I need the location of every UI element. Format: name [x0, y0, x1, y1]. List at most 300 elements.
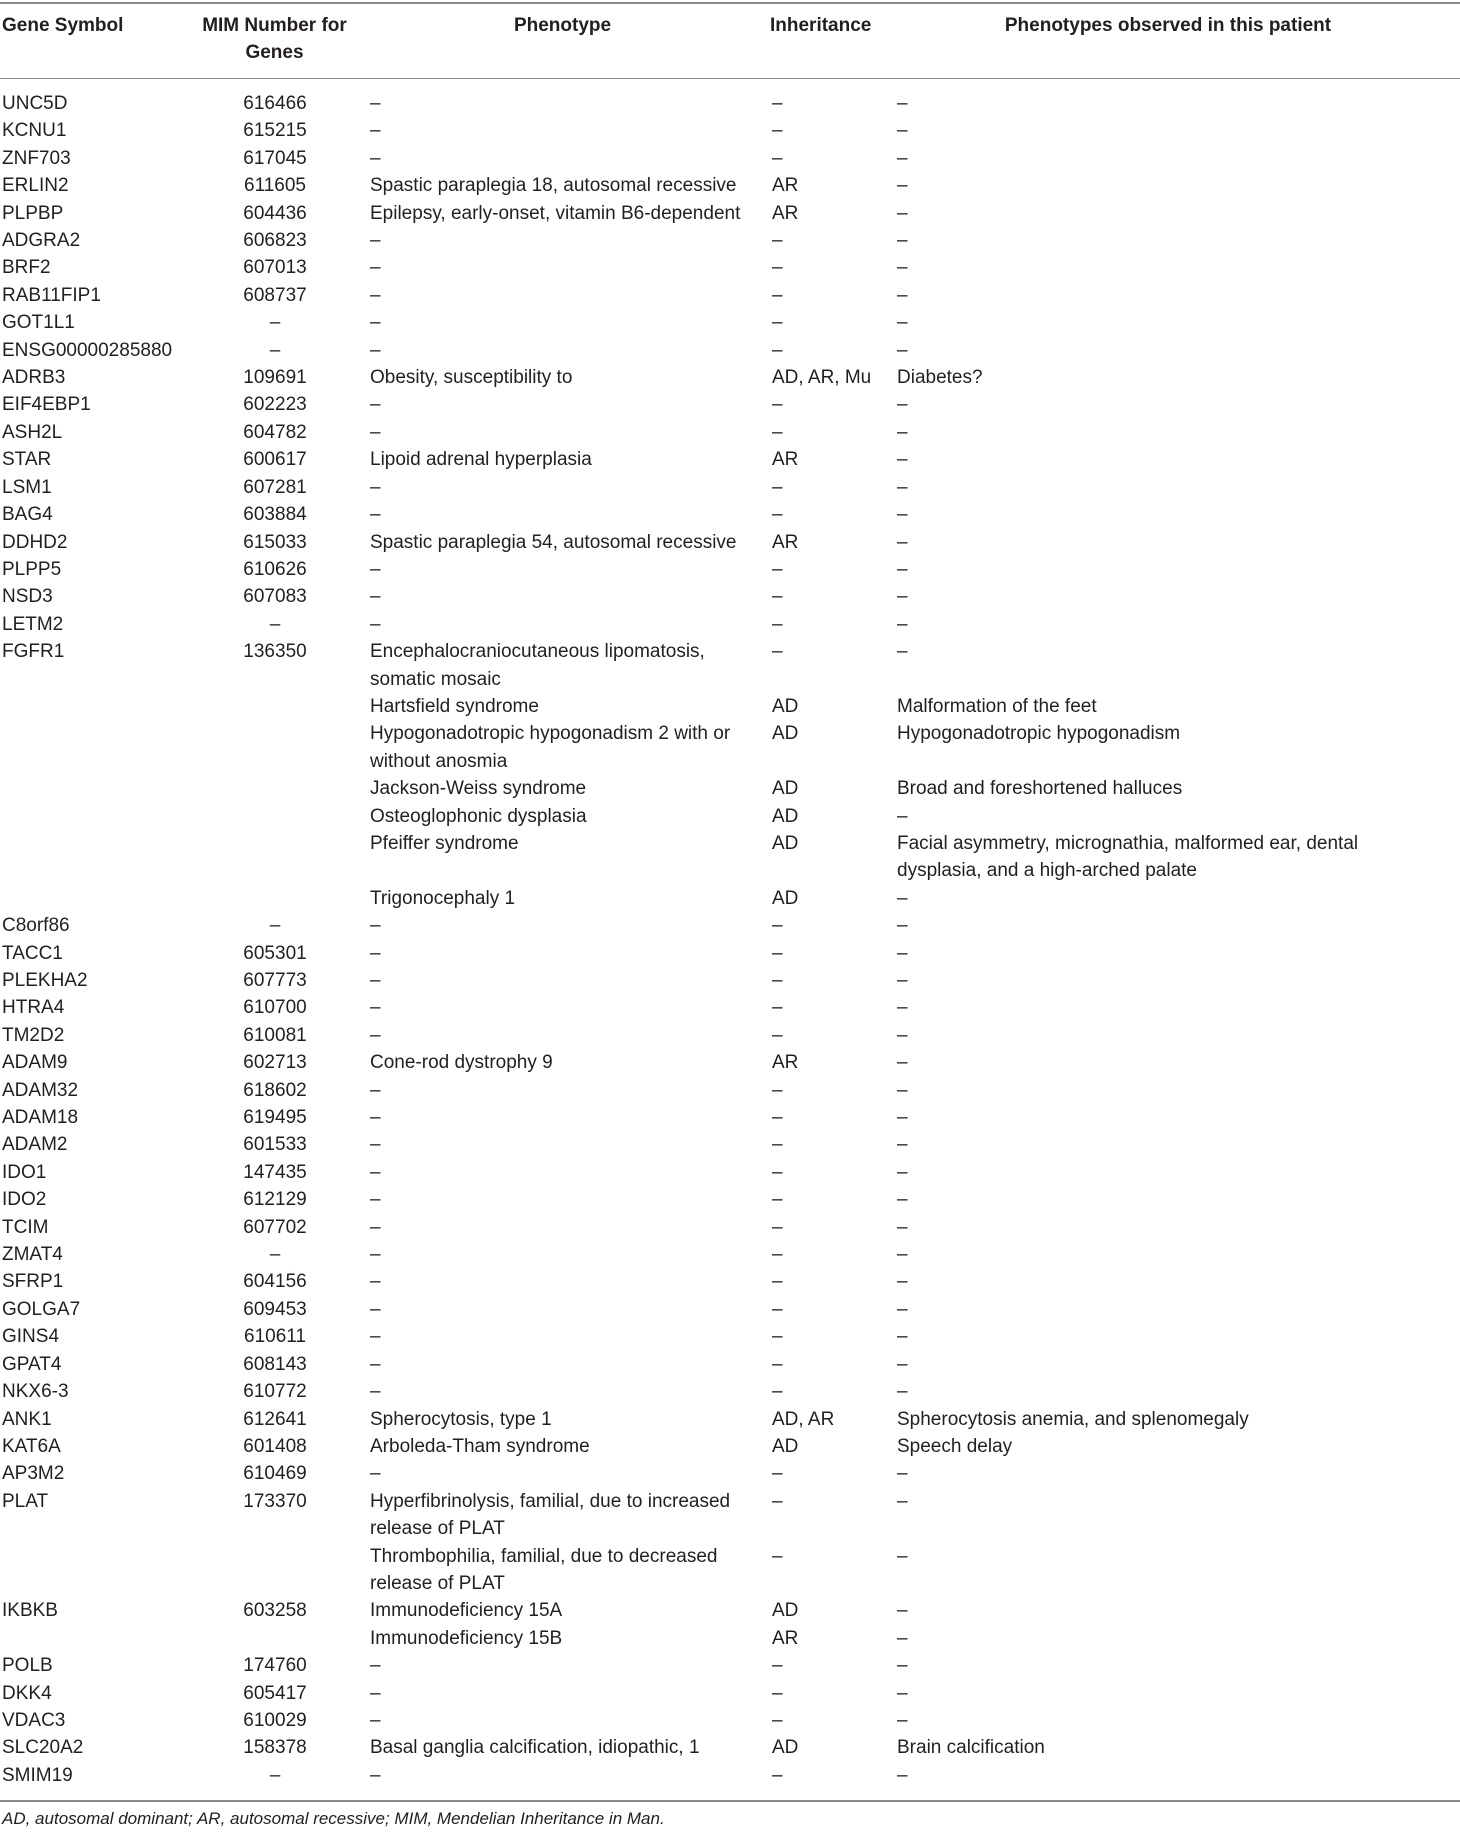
table-row: [0, 419, 1460, 446]
table-row: [0, 1597, 1460, 1624]
table-row: [0, 967, 1460, 994]
mim-number-cell: 610626: [243, 558, 307, 580]
observed-phenotype-cell: Spherocytosis anemia, and splenomegaly: [897, 1408, 1249, 1430]
gene-symbol-cell: IKBKB: [2, 1600, 58, 1622]
phenotype-cell: Spherocytosis, type 1: [370, 1408, 552, 1430]
inheritance-cell: –: [772, 339, 783, 361]
phenotype-cell: –: [370, 504, 381, 526]
inheritance-cell: –: [772, 93, 783, 114]
observed-phenotype-cell: –: [897, 394, 908, 416]
inheritance-cell: –: [772, 147, 783, 169]
phenotype-cell: –: [370, 312, 381, 334]
inheritance-cell: AR: [772, 175, 799, 197]
phenotype-cell: Hartsfield syndrome: [370, 695, 539, 717]
phenotype-cell: Immunodeficiency 15B: [370, 1627, 563, 1649]
observed-phenotype-cell: –: [897, 1134, 908, 1156]
phenotype-cell: –: [370, 1271, 381, 1293]
gene-symbol-cell: GPAT4: [2, 1353, 62, 1375]
inheritance-cell: –: [772, 1024, 783, 1046]
phenotype-cell: Thrombophilia, familial, due to decreased release of PLAT: [370, 1545, 718, 1594]
mim-number-cell: 612129: [243, 1189, 307, 1211]
gene-symbol-cell: NSD3: [2, 586, 53, 608]
phenotype-cell: –: [370, 1024, 381, 1046]
header-phenotype: Phenotype: [513, 15, 612, 36]
observed-phenotype-cell: –: [897, 202, 908, 224]
observed-phenotype-cell: –: [897, 1216, 908, 1238]
table-row: [0, 1378, 1460, 1405]
mim-number-cell: 174760: [243, 1655, 307, 1677]
mim-number-cell: 602223: [243, 394, 307, 416]
inheritance-cell: AD: [772, 887, 799, 909]
inheritance-cell: –: [772, 1764, 783, 1786]
observed-phenotype-cell: –: [897, 504, 908, 526]
gene-symbol-cell: VDAC3: [2, 1709, 66, 1731]
gene-symbol-cell: SMIM19: [2, 1764, 73, 1786]
table-row: [0, 254, 1460, 281]
header-mim-number: [192, 12, 357, 66]
observed-phenotype-cell: –: [897, 339, 908, 361]
mim-number-cell: 604782: [243, 421, 307, 443]
gene-symbol-cell: FGFR1: [2, 641, 65, 663]
observed-phenotype-cell: –: [897, 1381, 908, 1403]
table-row: [0, 1241, 1460, 1268]
table-row: [0, 1543, 1460, 1598]
table-row: [0, 638, 1460, 693]
observed-phenotype-cell: –: [897, 1326, 908, 1348]
observed-phenotype-cell: –: [897, 1627, 908, 1649]
mim-number-cell: 136350: [243, 641, 307, 663]
observed-phenotype-cell: –: [897, 449, 908, 471]
mim-number-cell: 109691: [243, 367, 307, 389]
table-row: [0, 556, 1460, 583]
mim-number-cell: 617045: [243, 147, 307, 169]
phenotype-cell: Trigonocephaly 1: [370, 887, 516, 909]
gene-symbol-cell: PLAT: [2, 1490, 49, 1512]
inheritance-cell: –: [772, 1353, 783, 1375]
table-row: [0, 1159, 1460, 1186]
observed-phenotype-cell: –: [897, 1682, 908, 1704]
mim-number-cell: 618602: [243, 1079, 307, 1101]
inheritance-cell: –: [772, 257, 783, 279]
table-row: [0, 1104, 1460, 1131]
inheritance-cell: –: [772, 915, 783, 937]
gene-symbol-cell: IDO2: [2, 1189, 47, 1211]
inheritance-cell: AD: [772, 805, 799, 827]
observed-phenotype-cell: Broad and foreshortened halluces: [897, 778, 1183, 800]
table-row: [0, 1268, 1460, 1295]
observed-phenotype-cell: –: [897, 1353, 908, 1375]
gene-symbol-cell: NKX6-3: [2, 1381, 69, 1403]
observed-phenotype-cell: Malformation of the feet: [897, 695, 1097, 717]
table-row: [0, 693, 1460, 720]
mim-number-cell: 603258: [243, 1600, 307, 1622]
table-row: [0, 200, 1460, 227]
observed-phenotype-cell: Hypogonadotropic hypogonadism: [897, 723, 1181, 745]
table-row: [0, 1049, 1460, 1076]
phenotype-cell: –: [370, 421, 381, 443]
observed-phenotype-cell: –: [897, 1024, 908, 1046]
observed-phenotype-cell: –: [897, 1271, 908, 1293]
inheritance-cell: –: [772, 1107, 783, 1129]
gene-symbol-cell: POLB: [2, 1655, 53, 1677]
inheritance-cell: –: [772, 120, 783, 142]
phenotype-cell: Epilepsy, early-onset, vitamin B6-dependent: [370, 202, 741, 224]
mim-number-cell: 611605: [244, 175, 306, 197]
mim-number-cell: 173370: [243, 1490, 307, 1512]
gene-symbol-cell: PLEKHA2: [2, 970, 88, 991]
phenotype-cell: Basal ganglia calcification, idiopathic, 1: [370, 1737, 700, 1759]
inheritance-cell: –: [772, 942, 783, 964]
phenotype-cell: –: [370, 120, 381, 142]
observed-phenotype-cell: –: [897, 531, 908, 553]
mim-number-cell: 602713: [243, 1052, 307, 1074]
observed-phenotype-cell: –: [897, 942, 908, 964]
gene-symbol-cell: LETM2: [2, 613, 64, 635]
observed-phenotype-cell: –: [897, 1107, 908, 1129]
observed-phenotype-cell: –: [897, 586, 908, 608]
inheritance-cell: –: [772, 312, 783, 334]
header-inheritance: Inheritance: [770, 15, 872, 36]
gene-symbol-cell: LSM1: [2, 476, 52, 498]
observed-phenotype-cell: –: [897, 1545, 908, 1567]
observed-phenotype-cell: –: [897, 1052, 908, 1074]
observed-phenotype-cell: –: [897, 1298, 908, 1320]
gene-symbol-cell: PLPP5: [2, 558, 62, 580]
phenotype-cell: Immunodeficiency 15A: [370, 1600, 563, 1622]
inheritance-cell: –: [772, 476, 783, 498]
table-row: [0, 912, 1460, 939]
observed-phenotype-cell: –: [897, 120, 908, 142]
gene-symbol-cell: BAG4: [2, 504, 53, 526]
mim-number-cell: 619495: [243, 1107, 307, 1129]
inheritance-cell: –: [772, 613, 783, 635]
gene-symbol-cell: DKK4: [2, 1682, 52, 1704]
inheritance-cell: AR: [772, 449, 799, 471]
mim-number-cell: 603884: [243, 504, 307, 526]
gene-symbol-cell: ERLIN2: [2, 175, 69, 197]
table-header-rule: [0, 78, 1460, 79]
observed-phenotype-cell: –: [897, 613, 908, 635]
gene-symbol-cell: ANK1: [2, 1408, 52, 1430]
inheritance-cell: –: [772, 997, 783, 1019]
phenotype-cell: Pfeiffer syndrome: [370, 832, 519, 854]
phenotype-cell: –: [370, 1682, 381, 1704]
observed-phenotype-cell: –: [897, 641, 908, 663]
phenotype-cell: –: [370, 394, 381, 416]
phenotype-cell: –: [370, 915, 381, 937]
gene-symbol-cell: ADRB3: [2, 367, 66, 389]
inheritance-cell: –: [772, 1161, 783, 1183]
table-row: [0, 1488, 1460, 1543]
mim-number-cell: 608143: [243, 1353, 307, 1375]
observed-phenotype-cell: –: [897, 1600, 908, 1622]
inheritance-cell: AD: [772, 1435, 799, 1457]
table-row: [0, 1762, 1460, 1789]
table-row: [0, 940, 1460, 967]
mim-number-cell: 605417: [243, 1682, 307, 1704]
mim-number-cell: –: [269, 613, 281, 635]
phenotype-cell: –: [370, 558, 381, 580]
observed-phenotype-cell: –: [897, 93, 908, 114]
header-mim-line2: Genes: [245, 42, 304, 63]
phenotype-cell: –: [370, 93, 381, 114]
table-row: [0, 172, 1460, 199]
inheritance-cell: –: [772, 421, 783, 443]
mim-number-cell: 158378: [243, 1737, 307, 1759]
header-gene-symbol: Gene Symbol: [2, 15, 124, 36]
table-row: [0, 446, 1460, 473]
table-row: [0, 1433, 1460, 1460]
phenotype-cell: –: [370, 1655, 381, 1677]
inheritance-cell: AD: [772, 1737, 799, 1759]
mim-number-cell: 610029: [243, 1709, 307, 1731]
inheritance-cell: –: [772, 504, 783, 526]
table-top-rule: [0, 2, 1460, 4]
table-row: [0, 830, 1460, 885]
phenotype-cell: Arboleda-Tham syndrome: [370, 1435, 590, 1457]
mim-number-cell: 610700: [243, 997, 307, 1019]
mim-number-cell: 615033: [243, 531, 307, 553]
table-row: [0, 117, 1460, 144]
table-row: [0, 337, 1460, 364]
phenotype-cell: –: [370, 613, 381, 635]
inheritance-cell: –: [772, 1381, 783, 1403]
mim-number-cell: 600617: [243, 449, 307, 471]
inheritance-cell: –: [772, 1463, 783, 1485]
observed-phenotype-cell: –: [897, 257, 908, 279]
phenotype-cell: Spastic paraplegia 18, autosomal recessive: [370, 175, 737, 197]
phenotype-cell: –: [370, 1079, 381, 1101]
observed-phenotype-cell: –: [897, 1709, 908, 1731]
inheritance-cell: AD: [772, 832, 799, 854]
table-row: [0, 282, 1460, 309]
table-row: [0, 474, 1460, 501]
gene-symbol-cell: EIF4EBP1: [2, 394, 91, 416]
table-row: [0, 1131, 1460, 1158]
gene-symbol-cell: TM2D2: [2, 1024, 65, 1046]
inheritance-cell: –: [772, 1298, 783, 1320]
phenotype-cell: –: [370, 1216, 381, 1238]
phenotype-cell: –: [370, 1709, 381, 1731]
mim-number-cell: 615215: [243, 120, 307, 142]
phenotype-cell: Lipoid adrenal hyperplasia: [370, 449, 592, 471]
table-bottom-rule: [0, 1800, 1460, 1802]
phenotype-cell: –: [370, 1353, 381, 1375]
inheritance-cell: –: [772, 1490, 783, 1512]
table-row: [0, 501, 1460, 528]
phenotype-cell: –: [370, 284, 381, 306]
phenotype-cell: –: [370, 230, 381, 252]
inheritance-cell: –: [772, 1655, 783, 1677]
gene-symbol-cell: AP3M2: [2, 1463, 65, 1485]
phenotype-cell: –: [370, 1764, 381, 1786]
gene-symbol-cell: STAR: [2, 449, 52, 471]
mim-number-cell: 609453: [243, 1298, 307, 1320]
mim-number-cell: 604156: [243, 1271, 307, 1293]
phenotype-cell: –: [370, 1161, 381, 1183]
gene-symbol-cell: ADGRA2: [2, 230, 81, 252]
inheritance-cell: AD: [772, 778, 799, 800]
inheritance-cell: AD: [772, 695, 799, 717]
gene-symbol-cell: KCNU1: [2, 120, 67, 142]
gene-symbol-cell: PLPBP: [2, 202, 64, 224]
observed-phenotype-cell: –: [897, 558, 908, 580]
observed-phenotype-cell: –: [897, 312, 908, 334]
observed-phenotype-cell: –: [897, 175, 908, 197]
gene-symbol-cell: KAT6A: [2, 1435, 61, 1457]
mim-number-cell: 612641: [243, 1408, 307, 1430]
inheritance-cell: AD: [772, 1600, 799, 1622]
table-row: [0, 227, 1460, 254]
observed-phenotype-cell: –: [897, 421, 908, 443]
mim-number-cell: 601533: [243, 1134, 307, 1156]
inheritance-cell: –: [772, 1244, 783, 1266]
phenotype-cell: –: [370, 1463, 381, 1485]
phenotype-cell: Hyperfibrinolysis, familial, due to increased release of PLAT: [370, 1490, 731, 1540]
observed-phenotype-cell: Brain calcification: [897, 1737, 1045, 1759]
inheritance-cell: –: [772, 394, 783, 416]
gene-symbol-cell: TCIM: [2, 1216, 49, 1238]
mim-number-cell: –: [269, 1244, 281, 1266]
gene-symbol-cell: ZMAT4: [2, 1244, 63, 1266]
gene-symbol-cell: ADAM2: [2, 1134, 68, 1156]
gene-symbol-cell: GOLGA7: [2, 1298, 81, 1320]
table-row: [0, 1077, 1460, 1104]
table-row: [0, 309, 1460, 336]
table-row: [0, 529, 1460, 556]
phenotype-cell: Hypogonadotropic hypogonadism 2 with or without anosmia: [370, 723, 731, 772]
mim-number-cell: 616466: [243, 93, 307, 114]
table-row: [0, 145, 1460, 172]
mim-number-cell: –: [269, 339, 281, 361]
table-row: [0, 775, 1460, 802]
phenotype-cell: –: [370, 997, 381, 1019]
mim-number-cell: 604436: [243, 202, 307, 224]
gene-symbol-cell: GOT1L1: [2, 312, 75, 334]
mim-number-cell: 607281: [243, 476, 307, 498]
inheritance-cell: –: [772, 1326, 783, 1348]
gene-symbol-cell: TACC1: [2, 942, 63, 964]
inheritance-cell: –: [772, 1682, 783, 1704]
gene-symbol-cell: ENSG00000285880: [2, 339, 173, 361]
mim-number-cell: –: [269, 915, 281, 937]
table-row: [0, 611, 1460, 638]
inheritance-cell: –: [772, 586, 783, 608]
table-row: [0, 1707, 1460, 1734]
table-row: [0, 994, 1460, 1021]
mim-number-cell: –: [269, 1764, 281, 1786]
phenotype-cell: –: [370, 970, 381, 991]
phenotype-cell: Encephalocraniocutaneous lipomatosis, somatic mosaic: [370, 641, 705, 690]
table-row: [0, 1351, 1460, 1378]
inheritance-cell: AD: [772, 723, 799, 745]
inheritance-cell: AR: [772, 531, 799, 553]
table-row: [0, 1652, 1460, 1679]
observed-phenotype-cell: –: [897, 970, 908, 991]
inheritance-cell: –: [772, 1545, 783, 1567]
mim-number-cell: 610611: [244, 1326, 306, 1348]
mim-number-cell: –: [269, 312, 281, 334]
table-row: [0, 1214, 1460, 1241]
gene-symbol-cell: DDHD2: [2, 531, 68, 553]
observed-phenotype-cell: –: [897, 805, 908, 827]
gene-symbol-cell: ASH2L: [2, 421, 63, 443]
observed-phenotype-cell: –: [897, 1161, 908, 1183]
gene-symbol-cell: HTRA4: [2, 997, 65, 1019]
mim-number-cell: 610081: [243, 1024, 307, 1046]
observed-phenotype-cell: Speech delay: [897, 1435, 1013, 1457]
gene-symbol-cell: ZNF703: [2, 147, 71, 169]
table-footnote: AD, autosomal dominant; AR, autosomal recessive; MIM, Mendelian Inheritance in Man.: [2, 1809, 665, 1828]
observed-phenotype-cell: –: [897, 1079, 908, 1101]
table-row: [0, 90, 1460, 117]
inheritance-cell: AR: [772, 202, 799, 224]
phenotype-cell: –: [370, 1189, 381, 1211]
inheritance-cell: –: [772, 1134, 783, 1156]
phenotype-cell: Osteoglophonic dysplasia: [370, 805, 587, 827]
mim-number-cell: 607083: [243, 586, 307, 608]
observed-phenotype-cell: Facial asymmetry, micrognathia, malformed ear, dental dysplasia, and a high-arched palate: [897, 832, 1359, 882]
table-row: [0, 583, 1460, 610]
phenotype-cell: –: [370, 1107, 381, 1129]
inheritance-cell: –: [772, 230, 783, 252]
header-mim-line1: MIM Number for: [202, 15, 347, 36]
observed-phenotype-cell: –: [897, 915, 908, 937]
table-row: [0, 803, 1460, 830]
gene-symbol-cell: ADAM18: [2, 1107, 79, 1129]
phenotype-cell: –: [370, 476, 381, 498]
inheritance-cell: –: [772, 1271, 783, 1293]
observed-phenotype-cell: –: [897, 1764, 908, 1786]
mim-number-cell: 601408: [243, 1435, 307, 1457]
gene-symbol-cell: SLC20A2: [2, 1737, 84, 1759]
gene-symbol-cell: RAB11FIP1: [2, 284, 101, 306]
phenotype-cell: –: [370, 586, 381, 608]
mim-number-cell: 607013: [243, 257, 307, 279]
phenotype-cell: –: [370, 339, 381, 361]
table-row: [0, 391, 1460, 418]
inheritance-cell: AR: [772, 1627, 799, 1649]
gene-symbol-cell: IDO1: [2, 1161, 47, 1183]
gene-symbol-cell: C8orf86: [2, 915, 70, 937]
table-row: [0, 1680, 1460, 1707]
inheritance-cell: –: [772, 641, 783, 663]
phenotype-cell: –: [370, 1381, 381, 1403]
phenotype-cell: –: [370, 1326, 381, 1348]
inheritance-cell: –: [772, 558, 783, 580]
phenotype-cell: Cone-rod dystrophy 9: [370, 1052, 553, 1074]
mim-number-cell: 610469: [243, 1463, 307, 1485]
header-observed-phenotypes: Phenotypes observed in this patient: [1004, 15, 1332, 36]
observed-phenotype-cell: Diabetes?: [897, 367, 983, 389]
table-row: [0, 720, 1460, 775]
inheritance-cell: AD, AR, Mu: [772, 367, 872, 389]
table-row: [0, 1734, 1460, 1761]
observed-phenotype-cell: –: [897, 476, 908, 498]
inheritance-cell: –: [772, 1216, 783, 1238]
gene-symbol-cell: UNC5D: [2, 93, 68, 114]
table-row: [0, 1460, 1460, 1487]
inheritance-cell: –: [772, 1189, 783, 1211]
inheritance-cell: –: [772, 284, 783, 306]
gene-symbol-cell: SFRP1: [2, 1271, 64, 1293]
inheritance-cell: –: [772, 970, 783, 991]
observed-phenotype-cell: –: [897, 284, 908, 306]
mim-number-cell: 607773: [243, 970, 307, 991]
table-row: [0, 1625, 1460, 1652]
inheritance-cell: AR: [772, 1052, 799, 1074]
gene-symbol-cell: BRF2: [2, 257, 51, 279]
